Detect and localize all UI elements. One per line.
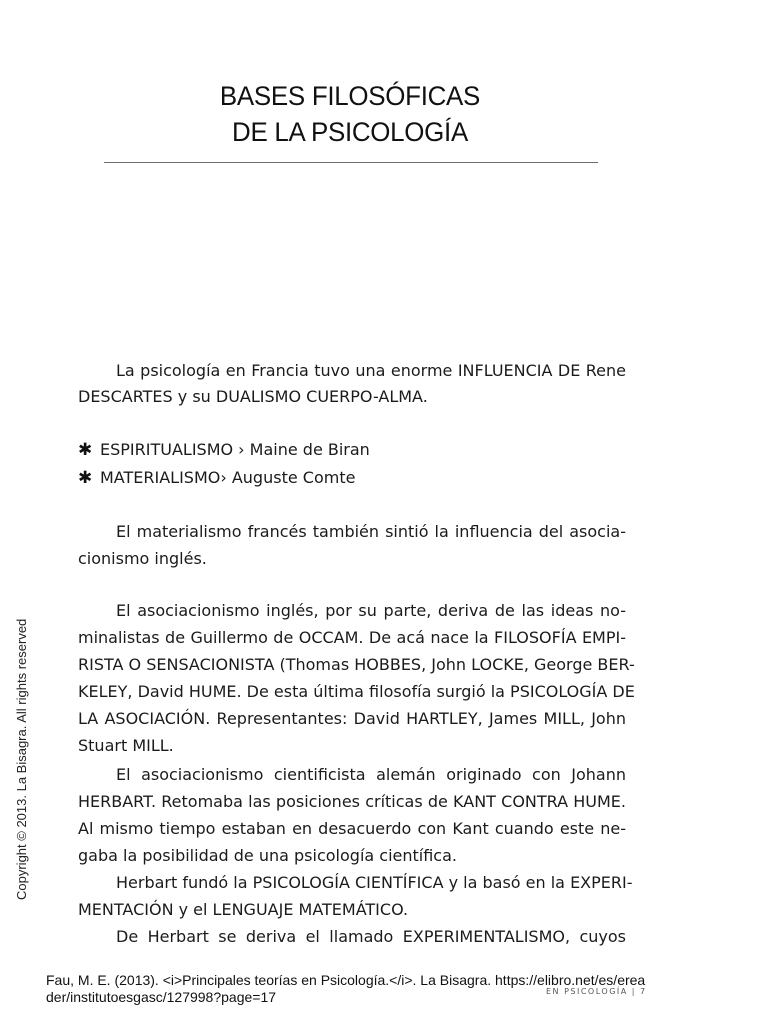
para3-line6: Stuart MILL. [78,736,174,755]
bullet-item-materialismo [78,465,626,491]
citation-line1: Fau, M. E. (2013). <i>Principales teorías en Psicología.</i>. La Bisagra. https://elibro.net/es/erea [46,972,646,988]
para4-line2: HERBART. Retomaba las posiciones críticas de KANT CONTRA HUME. [78,792,626,811]
bullet-item-espiritualismo [78,437,626,463]
para3-line4: KELEY, David HUME. De esta última filosofía surgió la PSICOLOGÍA DE [78,682,635,701]
para5-line2: MENTACIÓN y el LENGUAJE MATEMÁTICO. [78,900,409,919]
para5-line1: Herbart fundó la PSICOLOGÍA CIENTÍFICA y la basó en la EXPERI- [116,873,633,892]
para4-line3: Al mismo tiempo estaban en desacuerdo con Kant cuando este ne- [78,819,626,838]
side-copyright-notice: Copyright © 2013. La Bisagra. All rights reserved [14,618,29,900]
para4-line4: gaba la posibilidad de una psicología científica. [78,846,457,865]
title-line-2: DE LA PSICOLOGÍA [232,117,468,147]
title-divider [104,162,598,163]
citation-line2: der/institutoesgasc/127998?page=17 [46,989,277,1005]
asterisk-bullet-icon: ✱ [78,468,93,488]
para3-line5: LA ASOCIACIÓN. Representantes: David HARTLEY, James MILL, John [78,709,626,728]
asterisk-bullet-icon: ✱ [78,440,93,460]
para1-line1: La psicología en Francia tuvo una enorme INFLUENCIA DE Rene [116,361,626,380]
para3-line1: El asociacionismo inglés, por su parte, deriva de las ideas no- [116,601,626,620]
para2-line2: cionismo inglés. [78,549,207,568]
page-footer: EN PSICOLOGÍA | 7 [546,987,647,996]
para4-line1: El asociacionismo cientificista alemán originado con Johann [116,765,626,784]
title-line-1: BASES FILOSÓFICAS [219,81,481,111]
citation [46,972,726,1006]
para3-line2: minalistas de Guillermo de OCCAM. De acá nace la FILOSOFÍA EMPI- [78,628,626,647]
para3-line3: RISTA O SENSACIONISTA (Thomas HOBBES, John LOCKE, George BER- [78,655,635,674]
bullet-text: MATERIALISMO› Auguste Comte [100,468,356,487]
bullet-text: ESPIRITUALISMO › Maine de Biran [100,440,370,459]
para1-line2: DESCARTES y su DUALISMO CUERPO-ALMA. [78,387,428,406]
para2-line1: El materialismo francés también sintió la influencia del asocia- [116,522,626,541]
para6-line1: De Herbart se deriva el llamado EXPERIMENTALISMO, cuyos [116,927,626,946]
page-title [158,78,542,150]
